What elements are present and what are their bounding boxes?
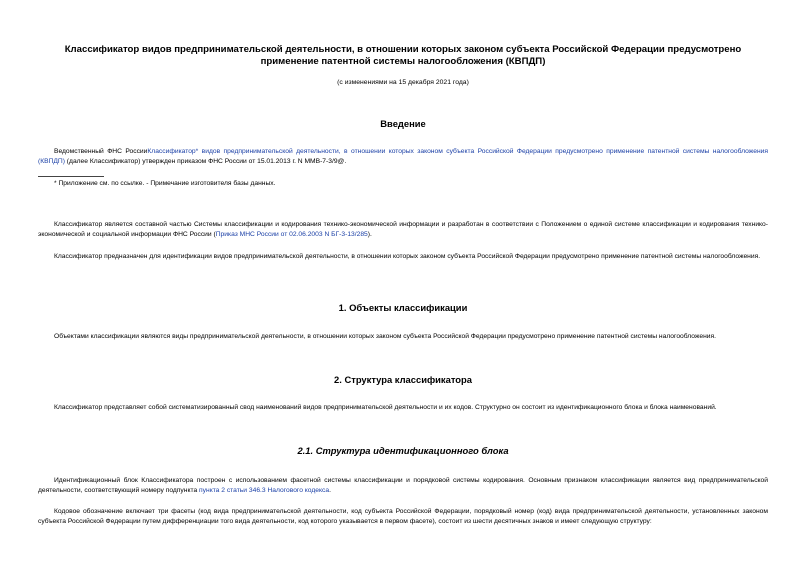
tax-code-link[interactable]: пункта 2 статьи 346.3 Налогового кодекса: [199, 487, 330, 494]
section-1-heading: 1. Объекты классификации: [338, 302, 468, 313]
section-2-1-p1-text-end: .: [329, 487, 331, 494]
section-2-1-heading: 2.1. Структура идентификационного блока: [297, 445, 509, 456]
section-2-1-paragraph-1: [38, 476, 768, 496]
section-2-paragraph: Классификатор представляет собой систематизированный свод наименований видов предпринимательской деятельности и их кодов. Структурно он состоит из идентификационного блока и блока наименований.: [54, 404, 717, 411]
intro-p2-text-start: Классификатор является составной частью Системы классификации и кодирования технико-экономической информации и разработан в соответствии с Положением о единой системе классификации и кодирования технико-экономической и социальной информации ФНС России (: [38, 221, 768, 238]
footnote-divider: [38, 176, 104, 177]
intro-paragraph-2: [38, 220, 768, 240]
section-1-paragraph: Объектами классификации являются виды предпринимательской деятельности, в отношении которых законом субъекта Российской Федерации предусмотрено применение патентной системы налогообложения.: [54, 333, 717, 340]
document-subtitle: (с изменениями на 15 декабря 2021 года): [337, 79, 469, 86]
document-title: Классификатор видов предпринимательской деятельности, в отношении которых законом субъекта Российской Федерации предусмотрено применение патентной системы налогообложения (КВПДП): [64, 44, 742, 67]
section-2-1-paragraph-2: Кодовое обозначение включает три фасеты (код вида предпринимательской деятельности, код субъекта Российской Федерации, порядковый номер (код) вида предпринимательской деятельности, установленных законом субъекта Российской Федерации путем дифференциации того вида деятельности, код которого указывается в первом фасете), состоит из шести десятичных знаков и имеет следующую структуру:: [38, 508, 768, 525]
footnote: * Приложение см. по ссылке. - Примечание изготовителя базы данных.: [54, 180, 276, 187]
intro-p2-text-end: ).: [367, 231, 372, 238]
section-2-1-p1-text-start: Идентификационный блок Классификатора построен с использованием фасетной системы классификации и порядковой системы кодирования. Основным признаком классификации является вид предпринимательской деятельности, соответствующий номеру подпункта: [38, 477, 768, 494]
intro-paragraph-3: Классификатор предназначен для идентификации видов предпринимательской деятельности, в отношении которых законом субъекта Российской Федерации предусмотрено применение патентной системы налогообложения.: [54, 253, 761, 260]
intro-p1-text-end: (далее Классификатор) утвержден приказом ФНС России от 15.01.2013 г. N ММВ-7-3/9@.: [64, 158, 347, 165]
section-2-heading: 2. Структура классификатора: [334, 374, 472, 385]
classifier-link[interactable]: Классификатор* видов предпринимательской деятельности, в отношении которых законом субъекта Российской Федерации предусмотрено применение патентной системы налогообложения (КВПДП): [38, 148, 768, 165]
intro-paragraph-1: [38, 147, 768, 167]
intro-heading: Введение: [380, 118, 426, 129]
mns-order-link[interactable]: Приказ МНС России от 02.06.2003 N БГ-3-13/285: [215, 231, 368, 238]
intro-p1-text-start: Ведомственный ФНС России: [54, 148, 148, 155]
